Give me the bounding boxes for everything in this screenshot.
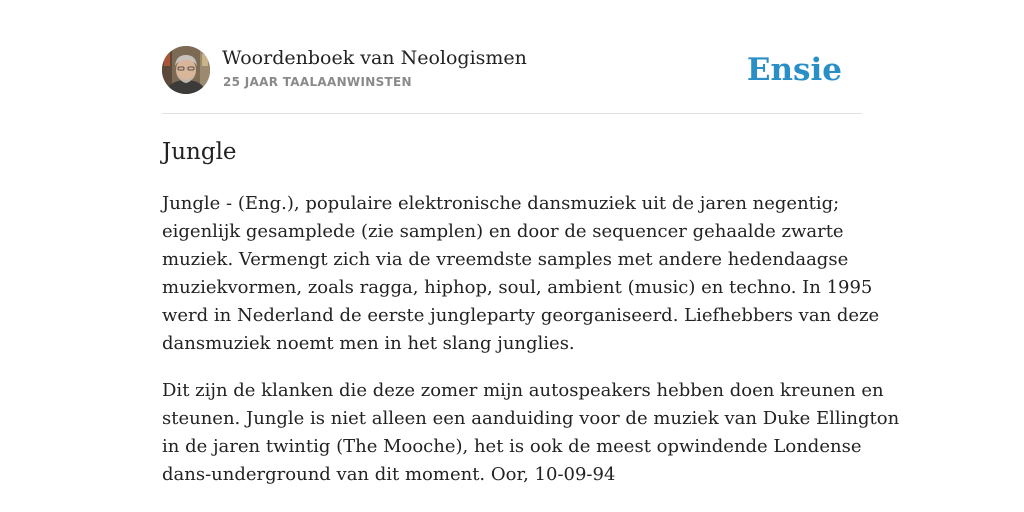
definition-line: muziekvormen, zoals ragga, hiphop, soul, ambient (music) en techno. In 1995 (162, 277, 873, 298)
definition-line: Jungle - (Eng.), populaire elektronische dansmuziek uit de jaren negentig; (162, 193, 840, 214)
entry-title: Jungle (162, 139, 237, 165)
source-subtitle: 25 JAAR TAALAANWINSTEN (223, 75, 412, 89)
quote-paragraph (162, 377, 900, 489)
source-title[interactable]: Woordenboek van Neologismen (222, 47, 527, 69)
definition-line: muziek. Vermengt zich via de vreemdste samples met andere hedendaagse (162, 249, 849, 270)
author-avatar[interactable] (162, 46, 210, 94)
quote-line: dans-underground van dit moment. Oor, 10-09-94 (162, 464, 616, 485)
header-divider (162, 113, 862, 114)
author-portrait-icon (162, 46, 210, 94)
definition-line: eigenlijk gesamplede (zie samplen) en door de sequencer gehaalde zwarte (162, 221, 844, 242)
definition-paragraph (162, 190, 880, 358)
definition-line: werd in Nederland de eerste jungleparty georganiseerd. Liefhebbers van deze (162, 305, 880, 326)
ensie-logo-link[interactable]: Ensie (746, 52, 842, 88)
source-header (162, 46, 862, 96)
quote-line: Dit zijn de klanken die deze zomer mijn autospeakers hebben doen kreunen en (162, 380, 884, 401)
quote-line: in de jaren twintig (The Mooche), het is ook de meest opwindende Londense (162, 436, 862, 457)
definition-line: dansmuziek noemt men in het slang junglies. (162, 333, 575, 354)
entry-card (162, 0, 900, 512)
quote-line: steunen. Jungle is niet alleen een aanduiding voor de muziek van Duke Ellington (162, 408, 900, 429)
